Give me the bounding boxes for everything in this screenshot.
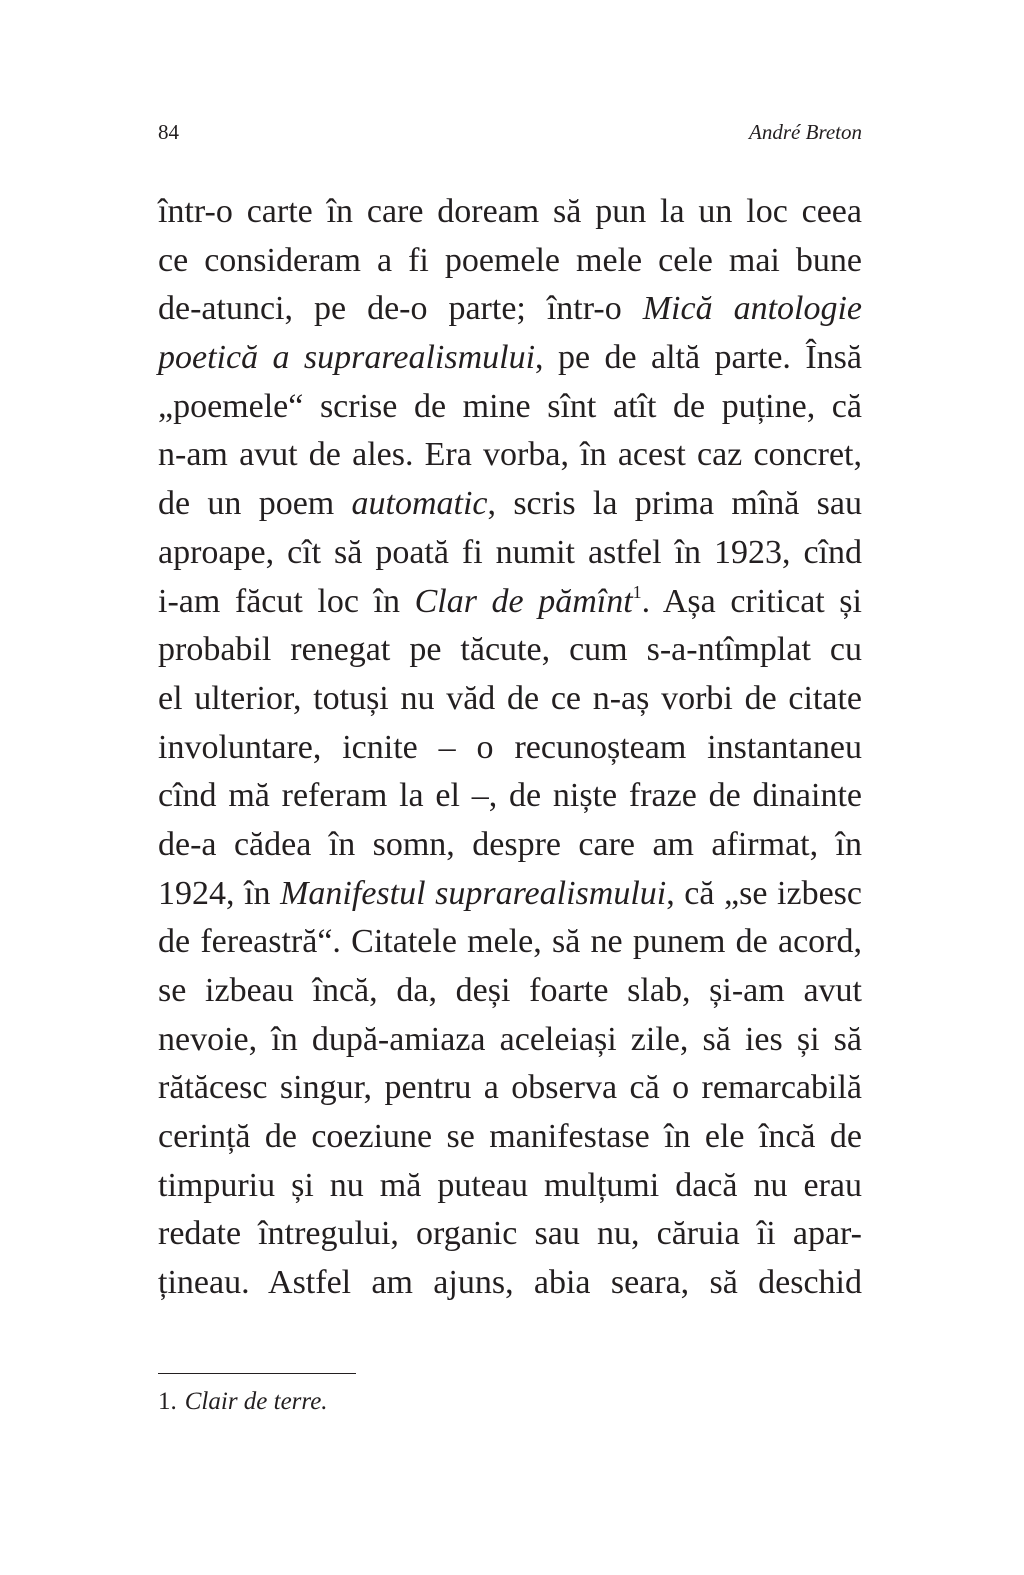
text-segment: rătăcesc singur, pentru a observa că o remarcabilă <box>158 1069 862 1107</box>
text-line <box>158 285 862 334</box>
footnote-divider <box>158 1373 356 1374</box>
text-line <box>158 772 862 821</box>
text-line <box>158 821 862 870</box>
text-line <box>158 529 862 578</box>
footnote-text: Clair de terre. <box>184 1388 328 1415</box>
text-line <box>158 383 862 432</box>
text-line <box>158 334 862 383</box>
text-line <box>158 626 862 675</box>
text-line <box>158 1113 862 1162</box>
text-segment: se izbeau încă, da, deși foarte slab, și-am avut <box>158 972 862 1009</box>
text-line <box>158 1259 862 1308</box>
text-segment: într-o carte în care doream să pun la un loc ceea <box>158 193 862 230</box>
italic-text: Mică antologie <box>642 290 862 328</box>
text-line <box>158 578 862 627</box>
text-segment: . Așa criticat și <box>641 582 862 620</box>
italic-text: automatic <box>351 485 488 523</box>
text-segment: redate întregului, organic sau nu, căruia îi apar- <box>158 1215 862 1253</box>
text-segment: de-atunci, pe de-o parte; într-o <box>158 290 643 328</box>
text-segment: cînd mă referam la el –, de niște fraze de dinainte <box>158 777 862 815</box>
text-line <box>158 1210 862 1259</box>
page-number: 84 <box>158 120 179 144</box>
text-line <box>158 431 862 480</box>
text-segment: i-am făcut loc în <box>158 582 415 620</box>
text-segment: , că „se izbesc <box>666 874 862 912</box>
text-segment: timpuriu și nu mă puteau mulțumi dacă nu erau <box>158 1166 862 1204</box>
italic-text: Manifestul suprarealismului <box>280 874 667 912</box>
text-segment: țineau. Astfel am ajuns, abia seara, să deschid <box>158 1264 862 1302</box>
text-line <box>158 724 862 773</box>
text-segment: el ulterior, totuși nu văd de ce n-aș vorbi de citate <box>158 679 862 717</box>
text-line <box>158 870 862 919</box>
italic-text: Clar de pămînt <box>414 582 633 620</box>
text-segment: , pe de altă parte. Însă <box>535 339 863 377</box>
text-line <box>158 237 862 286</box>
text-line <box>158 480 862 529</box>
text-line <box>158 918 862 967</box>
text-segment: probabil renegat pe tăcute, cum s-a-ntîmplat cu <box>158 631 862 669</box>
text-segment: ce consideram a fi poemele mele cele mai bune <box>158 241 862 279</box>
text-segment: de fereastră“. Citatele mele, să ne punem de acord, <box>158 923 862 961</box>
text-segment: 1924, în <box>158 874 281 912</box>
footnote-ref: 1 <box>632 581 642 602</box>
text-line <box>158 1064 862 1113</box>
text-line <box>158 967 862 1016</box>
text-line <box>158 1162 862 1211</box>
text-segment: involuntare, icnite – o recunoșteam instantaneu <box>158 728 862 766</box>
body-text <box>158 188 862 1308</box>
text-segment: cerință de coeziune se manifestase în ele încă de <box>158 1118 862 1156</box>
text-segment: de-a cădea în somn, despre care am afirmat, în <box>158 825 862 863</box>
text-segment: aproape, cît să poată fi numit astfel în 1923, cînd <box>158 533 862 571</box>
text-segment: de un poem <box>158 485 352 523</box>
footnote-number: 1. <box>158 1388 177 1415</box>
footnote <box>158 1388 328 1416</box>
running-head: André Breton <box>749 120 862 144</box>
text-segment: „poemele“ scrise de mine sînt atît de puține, că <box>158 387 862 425</box>
text-segment: n-am avut de ales. Era vorba, în acest caz concret, <box>158 436 862 474</box>
text-line <box>158 188 862 237</box>
text-segment: nevoie, în după-amiaza aceleiași zile, să ies și să <box>158 1020 862 1058</box>
text-line <box>158 1016 862 1065</box>
text-segment: , scris la prima mînă sau <box>487 485 862 523</box>
italic-text: poetică a suprarealismului <box>158 339 536 377</box>
text-line <box>158 675 862 724</box>
